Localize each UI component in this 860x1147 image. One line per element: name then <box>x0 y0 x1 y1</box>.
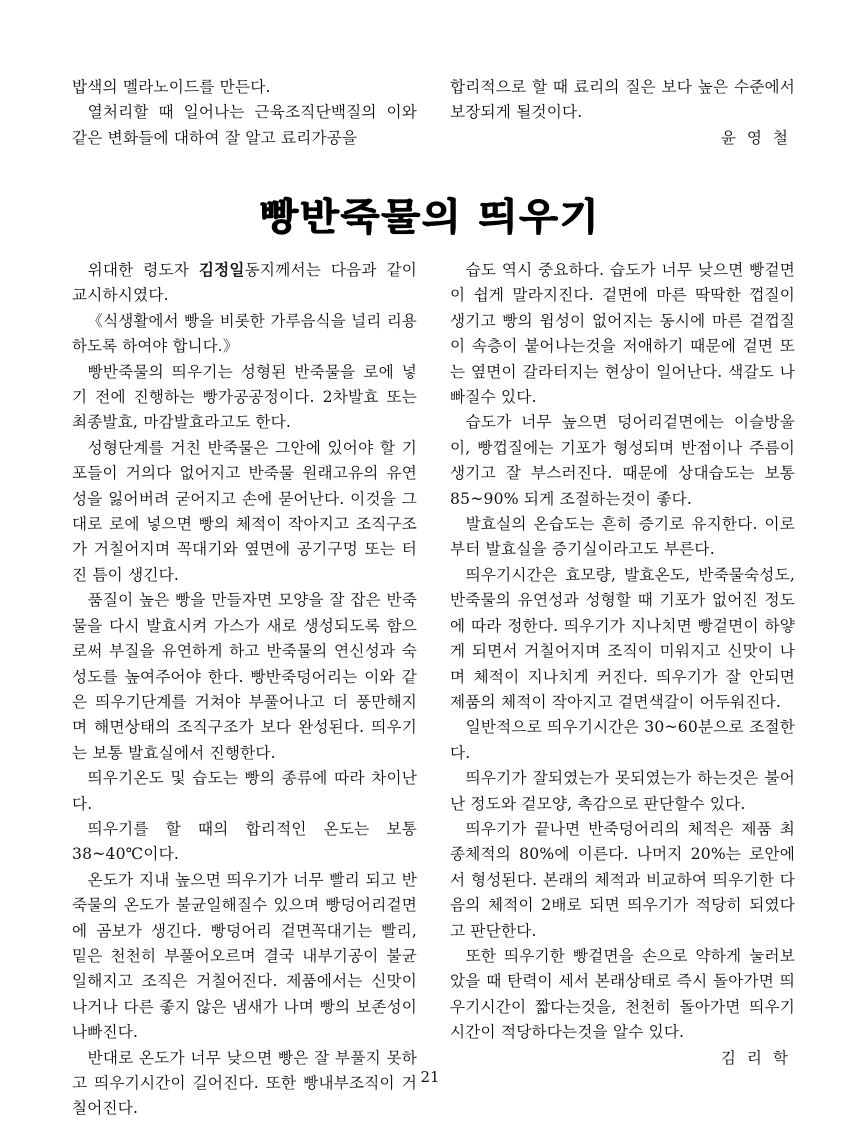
quotation: 《식생활에서 빵을 비롯한 가루음식을 널리 리용하도록 하여야 합니다.》 <box>72 311 417 356</box>
body-paragraph: 빵반죽물의 띄우기는 성형된 반죽물을 로에 넣기 전에 진행하는 빵가공공정이다. 2차발효 또는 최종발효, 마감발효라고도 한다. <box>72 362 417 432</box>
article-left-column <box>72 258 417 1122</box>
body-paragraph: 띄우기온도 및 습도는 빵의 종류에 따라 차이난다. <box>72 769 417 813</box>
leader-name: 김정일 <box>198 261 245 279</box>
body-paragraph: 습도 역시 중요하다. 습도가 너무 낮으면 빵겉면이 쉽게 말라지진다. 겉면에 마른 딱딱한 껍질이 생기고 빵의 윔성이 없어지는 동시에 마른 겉껍질이 속층이 붙어나는것을 저애하기 때문에 겉면 또는 옆면이 갈라터지는 현상이 일어난다. 색갈도 나빠질수 있다. <box>450 261 795 407</box>
body-paragraph: 반대로 온도가 너무 낮으면 빵은 잘 부풀지 못하고 띄우기시간이 길어진다. 또한 빵내부조직이 거칠어진다. <box>72 1048 417 1118</box>
prev-article-right-column <box>450 75 795 151</box>
body-paragraph: 성형단계를 거친 반죽물은 그안에 있어야 할 기포들이 거의다 없어지고 반죽물 원래고유의 유연성을 잃어버려 굳어지고 손에 묻어난다. 이것을 그대로 로에 넣으면 빵의 체적이 작아지고 조직구조가 거칠어지며 꼭대기와 옆면에 공기구멍 또는 터진 틈이 생긴다. <box>72 438 417 584</box>
body-paragraph: 온도가 지내 높으면 띄우기가 너무 빨리 되고 반죽물의 온도가 불균일해질수 있으며 빵덩어리겉면에 곰보가 생긴다. 빵덩어리 겉면꼭대기는 빨리, 밑은 천천히 부풀어오르며 결국 내부기공이 불균일해지고 조직은 거칠어진다. 제품에서는 신맛이 나거나 다른 좋지 않은 냄새가 나며 빵의 보존성이 나빠진다. <box>72 870 417 1042</box>
prev-article-paragraph: 합리적으로 할 때 료리의 질은 보다 높은 수준에서 보장되게 될것이다. <box>450 78 795 122</box>
article-title: 빵반죽물의 띄우기 <box>259 196 601 239</box>
body-paragraph: 일반적으로 띄우기시간은 30~60분으로 조절한다. <box>450 718 795 762</box>
body-paragraph: 띄우기가 끝나면 반죽덩어리의 체적은 제품 최종체적의 80%에 이른다. 나머지 20%는 로안에서 형성된다. 본래의 체적과 비교하여 띄우기한 다음의 체적이 2배로 되면 띄우기가 적당히 되였다고 판단한다. <box>450 819 795 940</box>
intro-text-continued: 동지께서는 다음과 같이 교시하시였다. <box>72 261 417 305</box>
page-number: 21 <box>420 1068 440 1086</box>
article-author: 김 리 학 <box>720 1048 791 1067</box>
body-paragraph: 발효실의 온습도는 흔히 증기로 유지한다. 이로부터 발효실을 증기실이라고도 부른다. <box>450 515 795 559</box>
prev-article-paragraph: 밥색의 멜라노이드를 만든다. <box>72 78 271 96</box>
prev-article-author: 윤 영 철 <box>720 128 791 147</box>
intro-text: 위대한 령도자 <box>87 261 199 279</box>
prev-article-left-column <box>72 75 417 151</box>
prev-article-paragraph: 열처리할 때 일어나는 근육조직단백질의 이와 같은 변화들에 대하여 잘 알고 료리가공을 <box>72 103 417 147</box>
article-right-column <box>450 258 795 1071</box>
body-paragraph: 띄우기를 할 때의 합리적인 온도는 보통 38~40℃이다. <box>72 819 417 864</box>
body-paragraph: 습도가 너무 높으면 덩어리겉면에는 이슬방울이, 빵껍질에는 기포가 형성되며 반점이나 주름이 생기고 잘 부스러진다. 때문에 상대습도는 보통 85~90% 되게 조절하는것이 좋다. <box>450 413 795 508</box>
intro-paragraph <box>72 258 417 309</box>
body-paragraph: 품질이 높은 빵을 만들자면 모양을 잘 잡은 반죽물을 다시 발효시켜 가스가 새로 생성되도록 함으로써 부질을 유연하게 하고 반죽물의 연신성과 숙성도를 높여주어야 한다. 빵반죽덩어리는 이와 같은 띄우기단계를 거쳐야 부풀어나고 더 풍만해지며 해면상태의 조직구조가 보다 완성된다. 띄우기는 보통 발효실에서 진행한다. <box>72 591 417 762</box>
body-paragraph: 띄우기가 잘되였는가 못되였는가 하는것은 불어난 정도와 겉모양, 촉감으로 판단할수 있다. <box>450 769 795 813</box>
body-paragraph: 띄우기시간은 효모량, 발효온도, 반죽물숙성도, 반죽물의 유연성과 성형할 때 기포가 없어진 정도에 따라 정한다. 띄우기가 지나치면 빵겉면이 하얗게 되면서 거칠어지며 조직이 미워지고 신맛이 나며 체적이 지나치게 커진다. 띄우기가 잘 안되면 제품의 체적이 작아지고 겉면색갈이 어두워진다. <box>450 565 795 711</box>
body-paragraph: 또한 띄우기한 빵겉면을 손으로 약하게 눌러보았을 때 탄력이 세서 본래상태로 즉시 돌아가면 띄우기시간이 짧다는것을, 천천히 돌아가면 띄우기시간이 적당하다는것을 알수 있다. <box>450 946 795 1042</box>
